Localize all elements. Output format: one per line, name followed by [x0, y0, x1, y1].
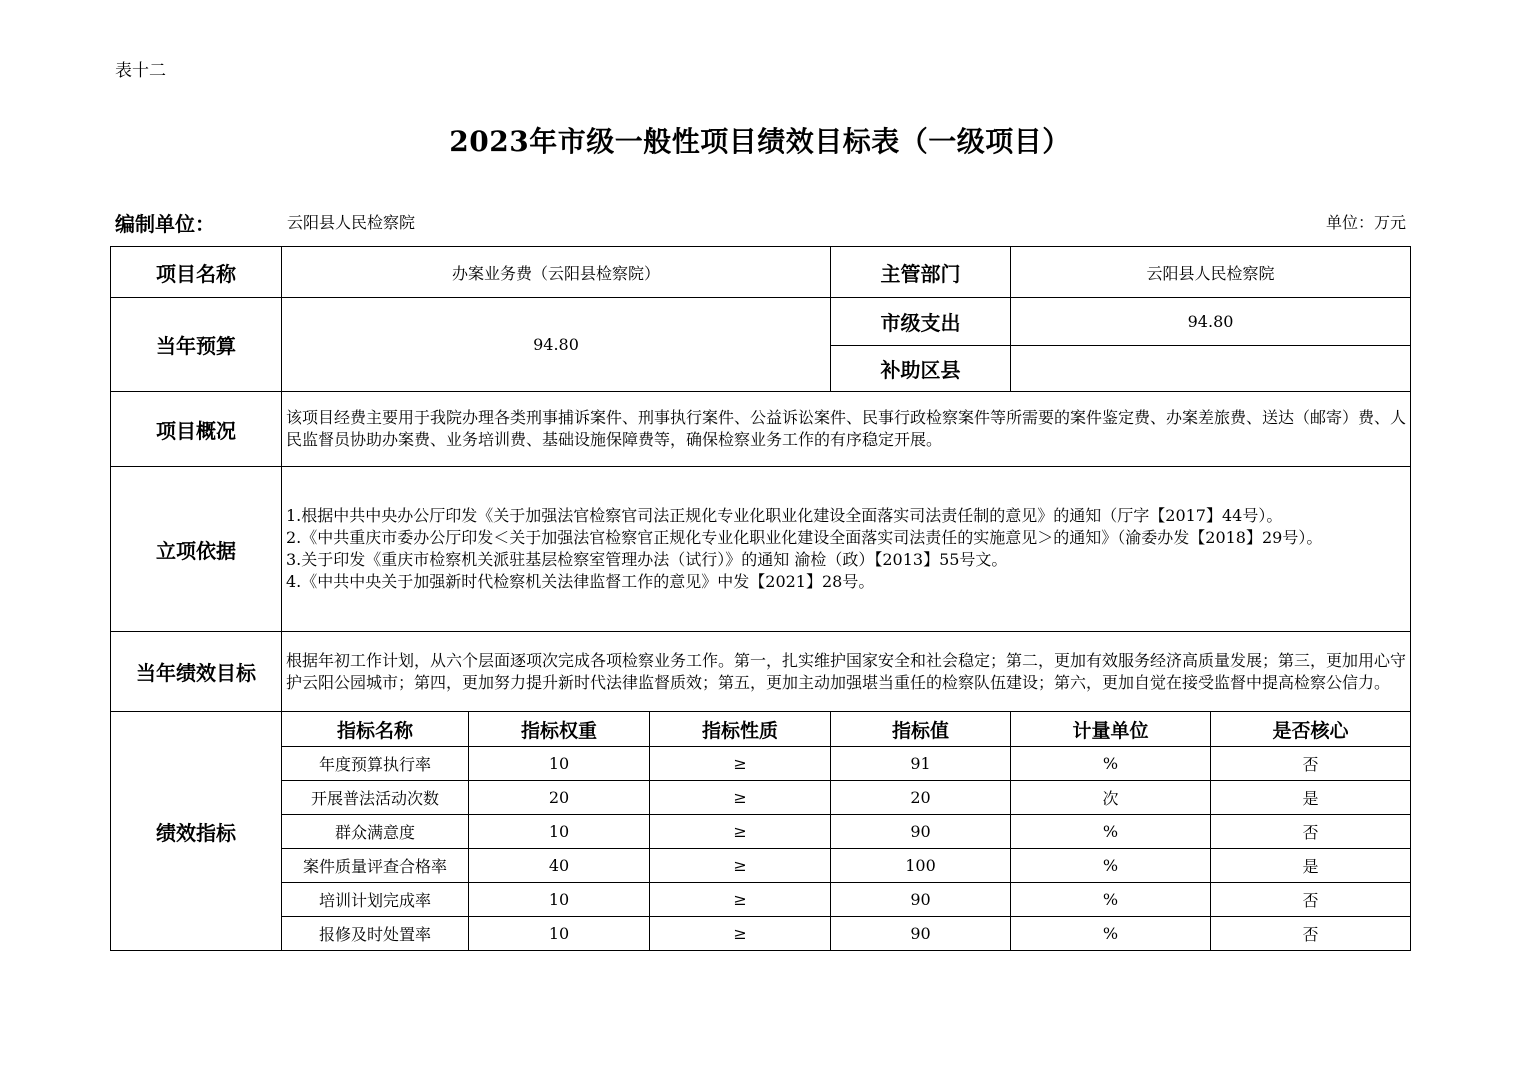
page-title: 2023年市级一般性项目绩效目标表（一级项目）	[449, 125, 1071, 158]
column-header: 指标值	[831, 712, 1011, 747]
column-header: 指标名称	[282, 712, 469, 747]
basis-line: 3.关于印发《重庆市检察机关派驻基层检察室管理办法（试行）》的通知 渝检（政）【2013】55号文。	[286, 550, 1008, 569]
indicator-weight: 10	[469, 917, 650, 951]
dept-value: 云阳县人民检察院	[1011, 247, 1411, 298]
indicator-name: 年度预算执行率	[282, 747, 469, 781]
goal-label: 当年绩效目标	[111, 632, 282, 712]
indicator-label: 绩效指标	[111, 712, 282, 951]
project-name-label: 项目名称	[111, 247, 282, 298]
basis-line: 4.《中共中央关于加强新时代检察机关法律监督工作的意见》中发【2021】28号。	[286, 572, 875, 591]
dept-label: 主管部门	[831, 247, 1011, 298]
indicator-weight: 10	[469, 815, 650, 849]
overview-text: 该项目经费主要用于我院办理各类刑事捕诉案件、刑事执行案件、公益诉讼案件、民事行政检察案件等所需要的案件鉴定费、办案差旅费、送达（邮寄）费、人民监督员协助办案费、业务培训费、基础设施保障费等，确保检察业务工作的有序稳定开展。	[282, 392, 1411, 467]
indicator-weight: 10	[469, 747, 650, 781]
indicator-weight: 10	[469, 883, 650, 917]
indicator-nature: ≥	[650, 815, 831, 849]
indicator-core: 否	[1211, 815, 1411, 849]
currency-unit: 单位：万元	[1325, 213, 1406, 232]
indicator-core: 是	[1211, 849, 1411, 883]
indicator-value: 20	[831, 781, 1011, 815]
goal-text: 根据年初工作计划，从六个层面逐项次完成各项检察业务工作。第一，扎实维护国家安全和社会稳定；第二，更加有效服务经济高质量发展；第三，更加用心守护云阳公园城市；第四，更加努力提升新时代法律监督质效；第五，更加主动加强堪当重任的检察队伍建设；第六，更加自觉在接受监督中提高检察公信力。	[282, 632, 1411, 712]
budget-value: 94.80	[282, 298, 831, 392]
indicator-nature: ≥	[650, 917, 831, 951]
indicator-nature: ≥	[650, 883, 831, 917]
indicator-core: 否	[1211, 883, 1411, 917]
table-row	[111, 849, 1411, 883]
city-expenditure-label: 市级支出	[831, 298, 1011, 346]
unit-label: 编制单位：	[115, 212, 215, 236]
indicator-value: 91	[831, 747, 1011, 781]
indicator-unit: 次	[1011, 781, 1211, 815]
indicator-value: 90	[831, 917, 1011, 951]
indicator-unit: %	[1011, 883, 1211, 917]
indicator-core: 是	[1211, 781, 1411, 815]
indicator-value: 90	[831, 883, 1011, 917]
column-header: 是否核心	[1211, 712, 1411, 747]
indicator-value: 100	[831, 849, 1011, 883]
indicator-unit: %	[1011, 849, 1211, 883]
budget-label: 当年预算	[111, 298, 282, 392]
column-header: 计量单位	[1011, 712, 1211, 747]
indicator-value: 90	[831, 815, 1011, 849]
table-row	[111, 815, 1411, 849]
basis-label: 立项依据	[111, 467, 282, 632]
subsidy-label: 补助区县	[831, 346, 1011, 392]
indicator-name: 开展普法活动次数	[282, 781, 469, 815]
indicator-nature: ≥	[650, 849, 831, 883]
table-row	[111, 917, 1411, 951]
indicator-nature: ≥	[650, 747, 831, 781]
indicator-name: 报修及时处置率	[282, 917, 469, 951]
project-name-value: 办案业务费（云阳县检察院）	[282, 247, 831, 298]
document-label: 表十二	[115, 61, 166, 81]
indicator-core: 否	[1211, 917, 1411, 951]
unit-value: 云阳县人民检察院	[287, 213, 416, 232]
overview-label: 项目概况	[111, 392, 282, 467]
table-row	[111, 883, 1411, 917]
column-header: 指标权重	[469, 712, 650, 747]
indicator-weight: 20	[469, 781, 650, 815]
indicator-name: 群众满意度	[282, 815, 469, 849]
city-expenditure-value: 94.80	[1011, 298, 1411, 346]
subsidy-value	[1011, 346, 1411, 392]
basis-line: 1.根据中共中央办公厅印发《关于加强法官检察官司法正规化专业化职业化建设全面落实司法责任制的意见》的通知（厅字【2017】44号）。	[286, 506, 1283, 525]
indicator-weight: 40	[469, 849, 650, 883]
table-row	[111, 781, 1411, 815]
column-header: 指标性质	[650, 712, 831, 747]
indicator-name: 培训计划完成率	[282, 883, 469, 917]
indicator-unit: %	[1011, 815, 1211, 849]
indicator-name: 案件质量评查合格率	[282, 849, 469, 883]
indicator-core: 否	[1211, 747, 1411, 781]
table-row	[111, 747, 1411, 781]
indicator-unit: %	[1011, 747, 1211, 781]
performance-table	[110, 246, 1411, 951]
basis-text	[282, 467, 1411, 632]
basis-line: 2.《中共重庆市委办公厅印发＜关于加强法官检察官正规化专业化职业化建设全面落实司法责任的实施意见＞的通知》（渝委办发【2018】29号）。	[286, 528, 1323, 547]
indicator-nature: ≥	[650, 781, 831, 815]
indicator-unit: %	[1011, 917, 1211, 951]
